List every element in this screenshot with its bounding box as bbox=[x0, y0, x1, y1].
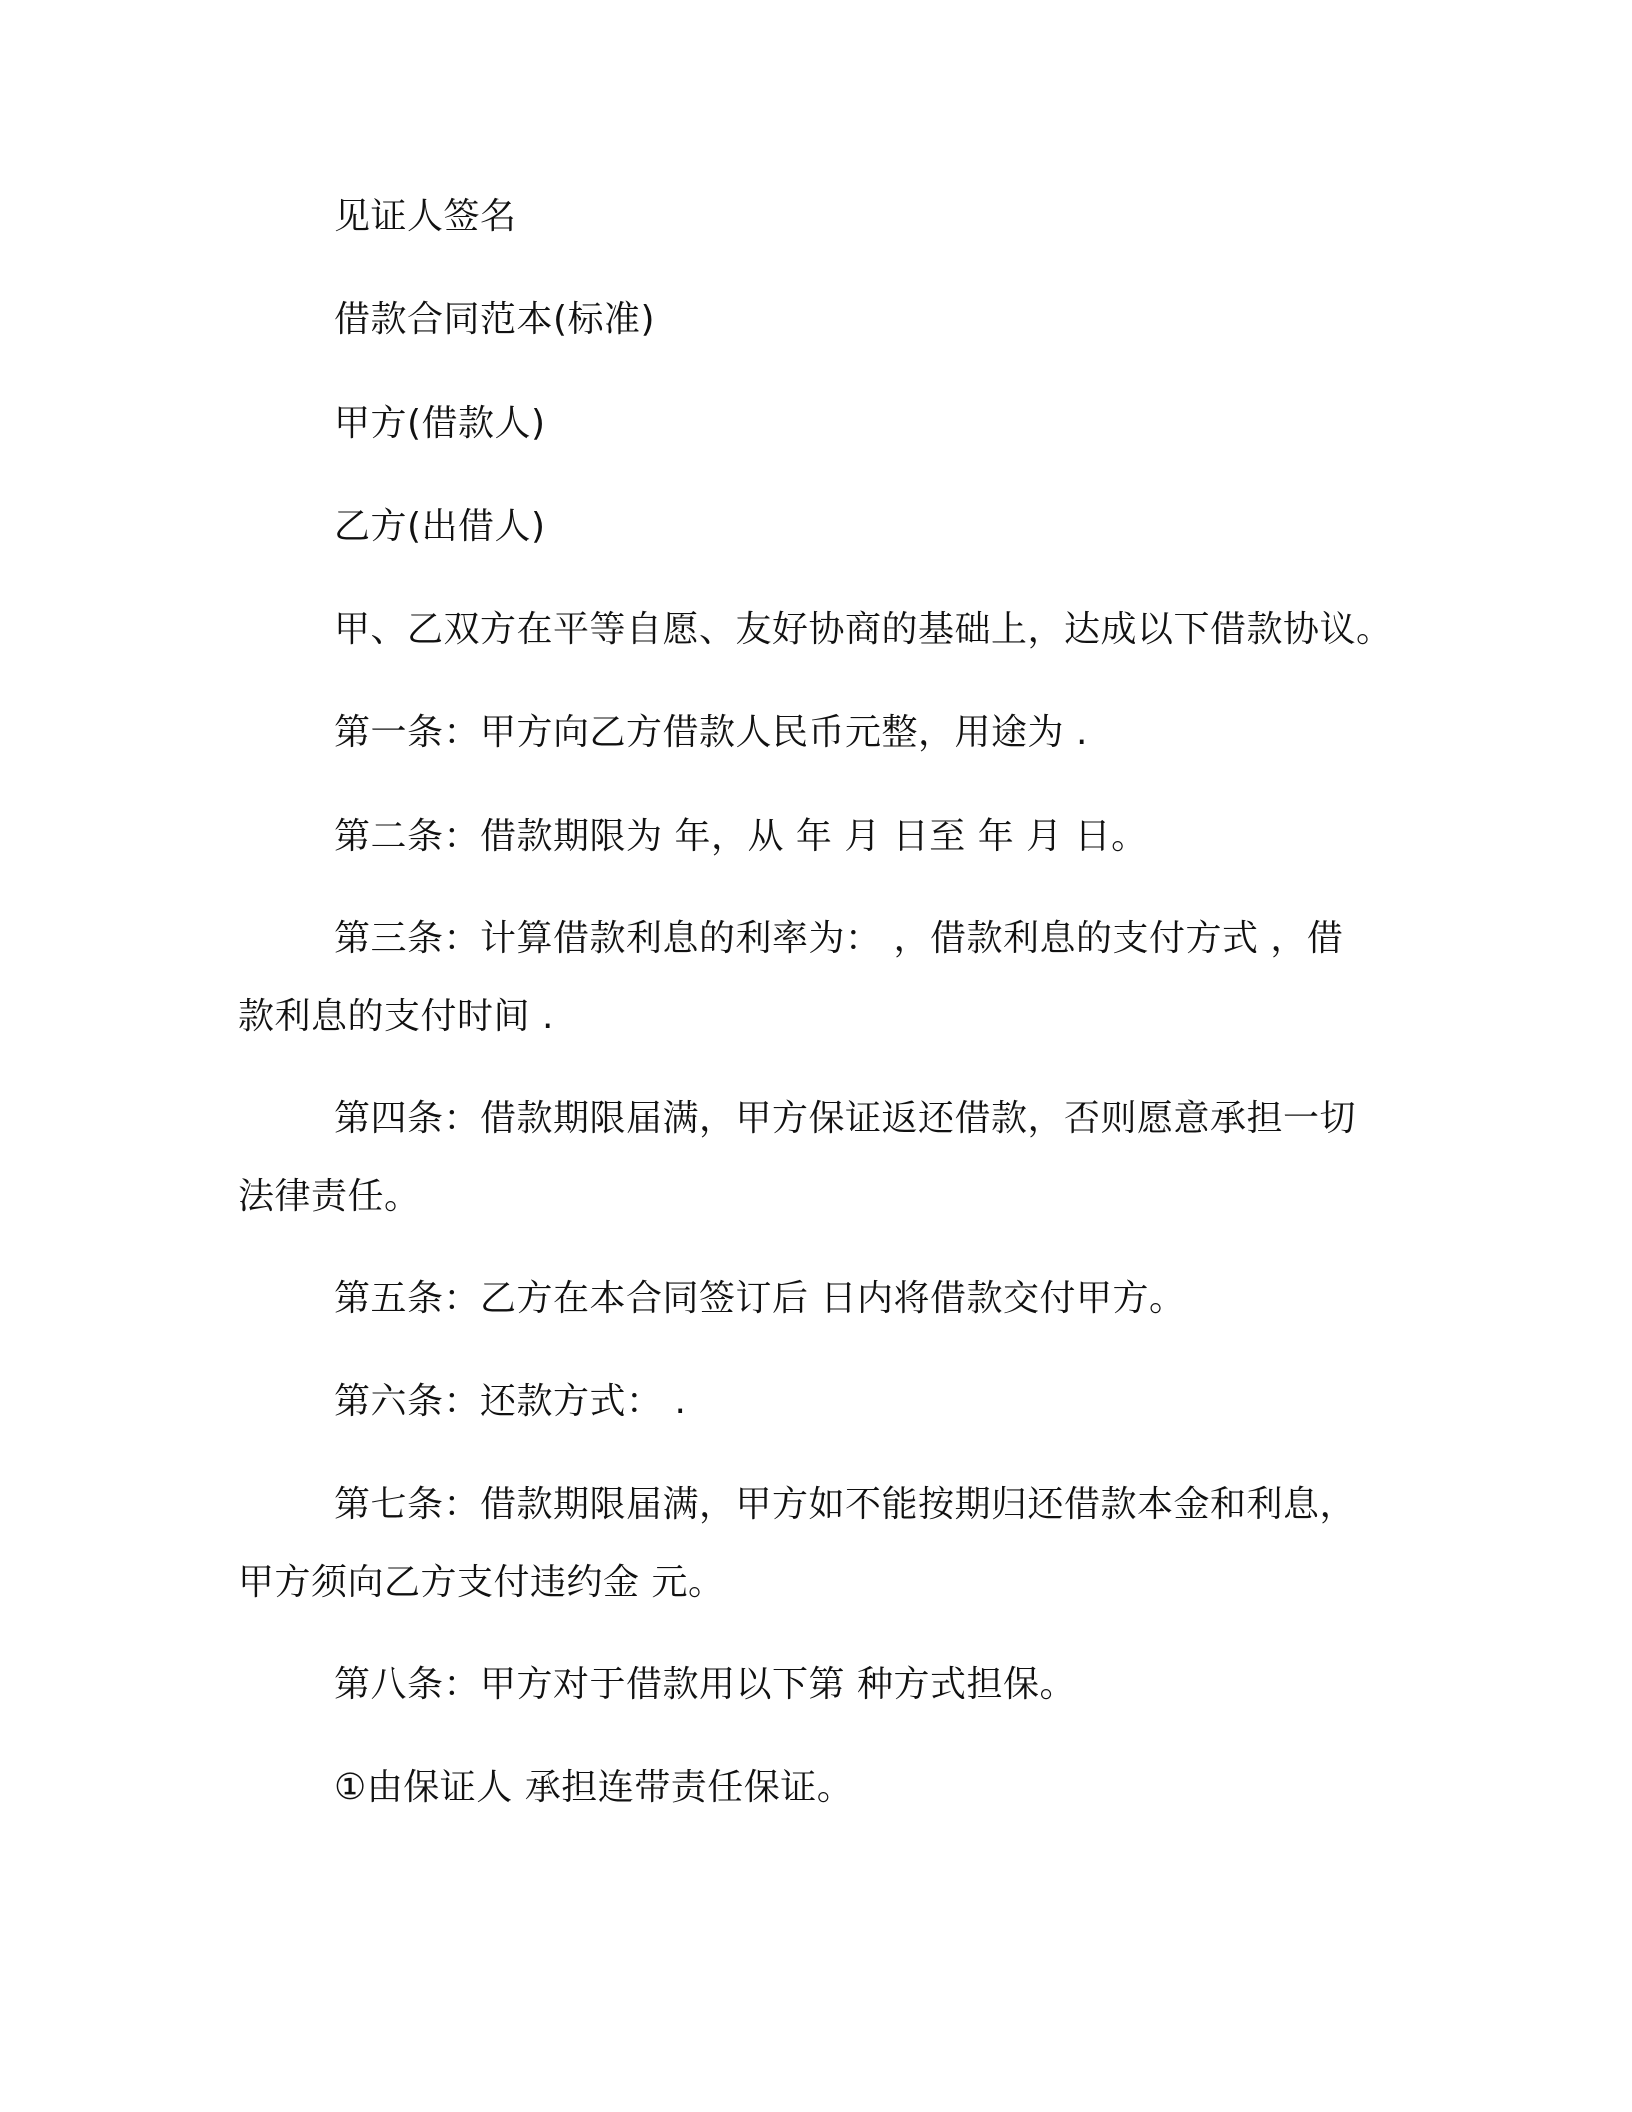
article-4-line-2: 法律责任。 bbox=[238, 1176, 421, 1217]
guarantee-option-1: ①由保证人 承担连带责任保证。 bbox=[334, 1767, 854, 1808]
article-7-line-2: 甲方须向乙方支付违约金 元。 bbox=[238, 1562, 725, 1603]
witness-signature-line: 见证人签名 bbox=[334, 196, 517, 237]
article-8: 第八条：甲方对于借款用以下第 种方式担保。 bbox=[334, 1664, 1076, 1705]
party-b-line: 乙方(出借人) bbox=[334, 506, 546, 547]
article-7-line-1: 第七条：借款期限届满，甲方如不能按期归还借款本金和利息， bbox=[334, 1484, 1357, 1525]
party-a-line: 甲方(借款人) bbox=[334, 403, 546, 444]
article-2: 第二条：借款期限为 年，从 年 月 日至 年 月 日。 bbox=[334, 816, 1148, 857]
contract-title: 借款合同范本(标准) bbox=[334, 299, 656, 340]
article-3-line-1: 第三条：计算借款利息的利率为： ，借款利息的支付方式 ，借 bbox=[334, 918, 1344, 959]
article-3-line-2: 款利息的支付时间 . bbox=[238, 996, 554, 1037]
agreement-intro: 甲、乙双方在平等自愿、友好协商的基础上，达成以下借款协议。 bbox=[334, 609, 1393, 650]
article-4-line-1: 第四条：借款期限届满，甲方保证返还借款，否则愿意承担一切 bbox=[334, 1098, 1357, 1139]
article-5: 第五条：乙方在本合同签订后 日内将借款交付甲方。 bbox=[334, 1278, 1186, 1319]
article-1: 第一条：甲方向乙方借款人民币元整，用途为 . bbox=[334, 712, 1088, 753]
article-6: 第六条：还款方式： . bbox=[334, 1381, 687, 1422]
